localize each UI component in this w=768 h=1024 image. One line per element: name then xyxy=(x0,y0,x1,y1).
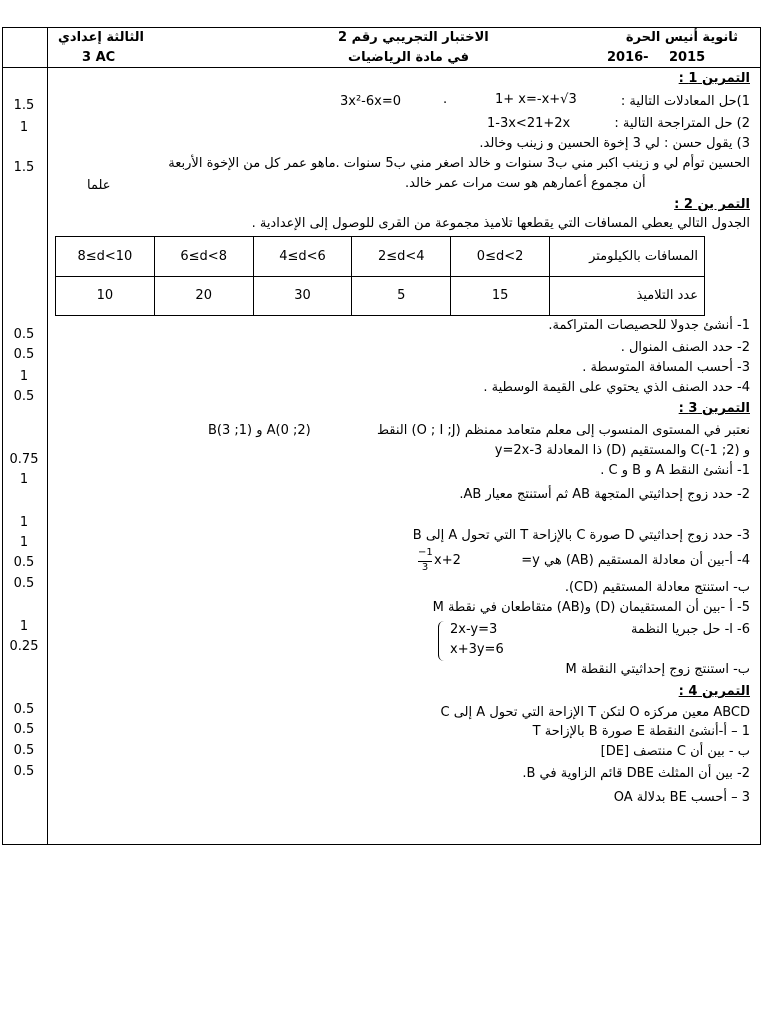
ex2-q3: 3- أحسب المسافة المتوسطة . xyxy=(582,360,750,375)
ex3-q6b: ب- استنتج زوج إحداثيتي النقطة M xyxy=(565,662,750,677)
points-value: 0.5 xyxy=(13,764,35,779)
ex3-q4-tail: x+2 xyxy=(434,553,461,568)
table-cell: 4≤d<6 xyxy=(253,237,352,277)
ex3-system-eq1: 2x-y=3 xyxy=(450,622,498,637)
level-arabic: الثالثة إعدادي xyxy=(58,30,145,45)
ex4-q1a: 1 – أ-أنشئ النقطة E صورة B بالإزاحة T xyxy=(532,724,750,739)
ex4-title: التمرين 4 : xyxy=(678,684,750,699)
points-value: 1 xyxy=(19,535,29,550)
ex2-q2: 2- حدد الصنف المنوال . xyxy=(620,340,750,355)
ex3-q6a: 6- ا- حل جبريا النظمة xyxy=(630,622,750,637)
ex1-q3-line3b: أن مجموع أعمارهم هو ست مرات عمر خالد. xyxy=(405,176,646,191)
points-value: 0.5 xyxy=(13,576,35,591)
ex4-q1b: ب - بين أن C منتصف [DE] xyxy=(600,744,750,759)
level-code: 3 AC xyxy=(82,50,116,65)
ex2-title: التمر ين 2 : xyxy=(674,197,750,212)
points-value: 0.5 xyxy=(13,702,35,717)
ex1-title: التمرين 1 : xyxy=(678,71,750,86)
ex2-q1: 1- أنشئ جدولا للحصيصات المتراكمة. xyxy=(548,318,750,333)
ex1-ineq: 1-3x<21+2x xyxy=(487,116,571,131)
points-value: 0.5 xyxy=(13,347,35,362)
points-value: 0.75 xyxy=(9,452,39,467)
points-value: 1.5 xyxy=(13,160,35,175)
subject: في مادة الرياضيات xyxy=(348,50,469,65)
ex1-q3-line1: 3) يقول حسن : لي 3 إخوة الحسين و زينب وخالد. xyxy=(479,136,750,151)
table-row xyxy=(56,276,705,316)
table-cell: 2≤d<4 xyxy=(352,237,451,277)
points-value: 1 xyxy=(19,619,29,634)
table-cell: 8≤d<10 xyxy=(56,237,155,277)
header-divider xyxy=(2,67,761,68)
points-value: 0.5 xyxy=(13,327,35,342)
points-value: 0.25 xyxy=(9,639,39,654)
row-label-students: عدد التلاميذ xyxy=(550,276,705,316)
ex3-q3: 3- حدد زوج إحداثيتي D صورة C بالإزاحة T التي تحول A إلى B xyxy=(412,528,750,543)
ex3-q5: 5- أ -بين أن المستقيمان (D) و(AB) متقاطعان في نقطة M xyxy=(432,600,750,615)
ex1-eq2: 3x²-6x=0 xyxy=(340,94,401,109)
ex3-title: التمرين 3 : xyxy=(678,401,750,416)
ex3-system-eq2: x+3y=6 xyxy=(450,642,504,657)
table-cell: 5 xyxy=(352,276,451,316)
row-label-distances: المسافات بالكيلومتر xyxy=(550,237,705,277)
year-end: 2015 xyxy=(669,50,706,65)
points-value: 1 xyxy=(19,120,29,135)
ex1-dot: . xyxy=(443,92,448,107)
ex1-q2-label: 2) حل المتراجحة التالية : xyxy=(614,116,750,131)
ex3-intro: نعتبر في المستوى المنسوب إلى معلم متعامد ممنظم (O ; I ;J) النقط xyxy=(376,423,750,438)
ex3-q4-numerator: −1 xyxy=(418,547,433,558)
table-cell: 30 xyxy=(253,276,352,316)
ex3-q4-denominator: 3 xyxy=(421,562,429,573)
ex4-q3: 3 – أحسب BE بدلالة OA xyxy=(613,790,750,805)
ex1-q3-line2: الحسين توأم لي و زينب اكبر مني ب3 سنوات و خالد اصغر مني ب5 سنوات .ماهو عمر كل من الإخوة الأربعة xyxy=(168,156,750,171)
ex3-q4b: ب- استنتج معادلة المستقيم (CD). xyxy=(564,580,750,595)
exam-title: الاختبار التجريبي رقم 2 xyxy=(338,30,489,45)
points-value: 0.5 xyxy=(13,722,35,737)
table-cell: 6≤d<8 xyxy=(154,237,253,277)
ex3-line2: و C(-1 ;2) والمستقيم (D) ذا المعادلة y=2x-3 xyxy=(494,443,750,458)
points-value: 0.5 xyxy=(13,389,35,404)
points-value: 0.5 xyxy=(13,743,35,758)
points-value: 0.5 xyxy=(13,555,35,570)
table-cell: 20 xyxy=(154,276,253,316)
ex4-q2: 2- بين أن المثلث DBE قائم الزاوية في B. xyxy=(522,766,750,781)
table-row xyxy=(56,237,705,277)
ex1-eq1: 1+ x=-x+√3 xyxy=(495,92,577,107)
table-cell: 10 xyxy=(56,276,155,316)
points-value: 1 xyxy=(19,369,29,384)
ex4-intro: ABCD معين مركزه O لتكن T الإزاحة التي تحول A إلى C xyxy=(440,705,750,720)
system-brace xyxy=(438,621,449,661)
points-value: 1 xyxy=(19,515,29,530)
ex3-q2: 2- حدد زوج إحداثيتي المتجهة AB ثم أستنتج معيار AB. xyxy=(459,487,750,502)
points-column-divider xyxy=(47,27,48,845)
table-cell: 0≤d<2 xyxy=(451,237,550,277)
distance-table xyxy=(55,236,705,316)
ex2-q4: 4- حدد الصنف الذي يحتوي على القيمة الوسطية . xyxy=(483,380,750,395)
school-name: ثانوية أنيس الحرة xyxy=(625,30,738,45)
table-cell: 15 xyxy=(451,276,550,316)
points-value: 1.5 xyxy=(13,98,35,113)
ex3-q1: 1- أنشئ النقط A و B و C . xyxy=(600,463,750,478)
year-start: 2016- xyxy=(607,50,649,65)
ex3-q4a: 4- أ-بين أن معادلة المستقيم (AB) هي y= xyxy=(521,553,750,568)
ex3-points-ab: B(3 ;1) و A(0 ;2) xyxy=(208,423,311,438)
ex2-intro: الجدول التالي يعطي المسافات التي يقطعها تلاميذ مجموعة من القرى للوصول إلى الإعدادية . xyxy=(251,216,750,231)
ex1-q1-label: 1)حل المعادلات التالية : xyxy=(620,94,750,109)
ex1-q3-line3a: علما xyxy=(87,178,111,193)
points-value: 1 xyxy=(19,472,29,487)
